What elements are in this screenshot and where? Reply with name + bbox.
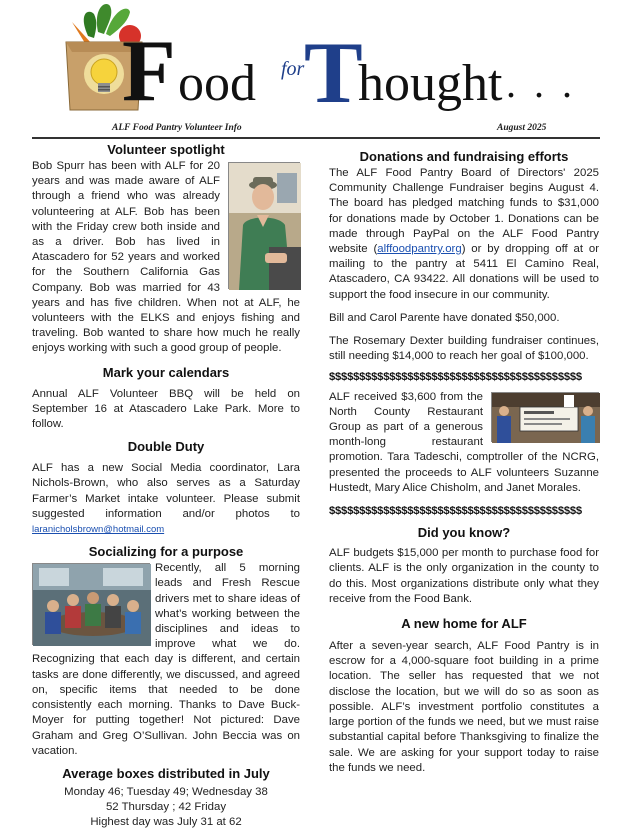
donations-heading: Donations and fundraising efforts: [359, 149, 569, 164]
check-presentation-photo: [491, 392, 599, 442]
spotlight-body: Bob Spurr has been with ALF for 20 years and was made aware of ALF through a friend who was already volunteering at ALF. Bob has been with the Friday crew both inside and as a driver. Bob has lived in Atascadero for 52 years and worked for the Southern California Gas Company. Bob was married for 43 years and has five children. When not at ALF, he volunteers with the ELKS and enjoys fishing and traveling. Bob wanted to share how much he really enjoys working with such a good group of people.: [32, 160, 300, 355]
title-hought: hought: [358, 55, 503, 112]
donations-text-b: ) or by dropping off at or mailing to the pantry at 5411 El Camino Real, Atascadero, CA 93422. All donations will be used to support the food insecure in our community.: [329, 243, 599, 301]
dexter-fundraiser: The Rosemary Dexter building fundraiser continues, still needing $14,000 to reach her goal of $100,000.: [329, 335, 599, 363]
double-duty-text: ALF has a new Social Media coordinator, Lara Nichols-Brown, who also serves as a Saturday Farmer’s Market intake volunteer. Please submit suggested information and/or photos to: [32, 462, 300, 520]
left-column: [32, 141, 300, 831]
masthead-title: [108, 23, 608, 122]
dollar-divider-2: $$$$$$$$$$$$$$$$$$$$$$$$$$$$$$$$$$$$$$$$$$: [329, 505, 582, 518]
dollar-divider-1: $$$$$$$$$$$$$$$$$$$$$$$$$$$$$$$$$$$$$$$$$$: [329, 371, 582, 384]
title-ellipsis: . . .: [506, 61, 576, 106]
calendar-body: Annual ALF Volunteer BBQ will be held on September 16 at Atascadero Lake Park. More to follow.: [32, 387, 300, 431]
social-media-email-link[interactable]: laranicholsbrown@hotmail.com: [32, 524, 165, 536]
new-home-heading: A new home for ALF: [401, 616, 527, 632]
title-letter-f: F: [122, 23, 176, 120]
double-duty-body: [32, 461, 300, 537]
double-duty-heading: Double Duty: [127, 439, 205, 455]
newsletter-subtitle: ALF Food Pantry Volunteer Info: [112, 123, 242, 133]
spotlight-heading: Volunteer spotlight: [107, 142, 225, 157]
issue-date: August 2025: [497, 123, 547, 133]
new-home-body: After a seven-year search, ALF Food Pantry is in escrow for a 4,000-square foot building in a prime location. The seller has requested that we not disclose the location, but we will do so as soon as possible. ALF’s investment portfolio constitutes a large portion of the funds we need, but we must raise substantial capital before Thanksgiving to finalize the sale. We are asking for your support today to raise the funds we need.: [329, 640, 599, 774]
socializing-body: Recently, all 5 morning leads and Fresh Rescue drivers met to share ideas of what’s working between the disciplines and ideas to improve what we do. Recognizing that each day is different, and certain tasks are done differently, we discussed, and agreed on, specific items that needed to be done consistently each morning. Thanks to Dave Buck-Moyer for putting together! Not pictured: Dave Graham and Greg O’Sullivan. John Beccia was on vacation.: [32, 562, 300, 757]
bob-spurr-photo: [228, 162, 300, 289]
title-letter-t: T: [304, 25, 363, 122]
calendar-heading: Mark your calendars: [102, 364, 230, 380]
restaurant-group-donation: ALF received $3,600 from the North County Restaurant Group as part of a generous month-long restaurant promotion. Tara Tadeschi, comptroller of the NCRG, presented the proceeds to ALF volunteers Suzanne Hustedt, Mary Alice Chisholm, and Janet Morales.: [329, 390, 599, 494]
did-you-know-heading: Did you know?: [417, 525, 511, 541]
morning-leads-meeting-photo: [32, 563, 150, 645]
boxes-line-2: 52 Thursday ; 42 Friday: [105, 801, 227, 814]
title-ood: ood: [178, 55, 256, 112]
boxes-heading: Average boxes distributed in July: [62, 765, 270, 781]
donations-body: [329, 166, 599, 303]
parente-donation: Bill and Carol Parente have donated $50,000.: [329, 311, 560, 324]
masthead: [0, 0, 626, 140]
right-column: [329, 148, 599, 776]
socializing-heading: Socializing for a purpose: [88, 544, 244, 560]
website-link[interactable]: alffoodpantry.org: [377, 243, 462, 256]
masthead-divider: [32, 137, 600, 139]
title-for: for: [281, 58, 305, 80]
boxes-line-3: Highest day was July 31 at 62: [90, 816, 242, 829]
boxes-line-1: Monday 46; Tuesday 49; Wednesday 38: [64, 785, 268, 798]
did-you-know-body: ALF budgets $15,000 per month to purchase food for clients. ALF is the only organization in the county to do this. Most organizations distribute only what they receive from the Food Bank.: [329, 547, 599, 605]
donations-text-a: The ALF Food Pantry Board of Directors' 2025 Community Challenge Fundraiser begins August 4. The board has pledged matching funds to $31,000 for donations made by October 1. Donations can be made through PayPal on the ALF Food Pantry website (: [329, 167, 599, 256]
